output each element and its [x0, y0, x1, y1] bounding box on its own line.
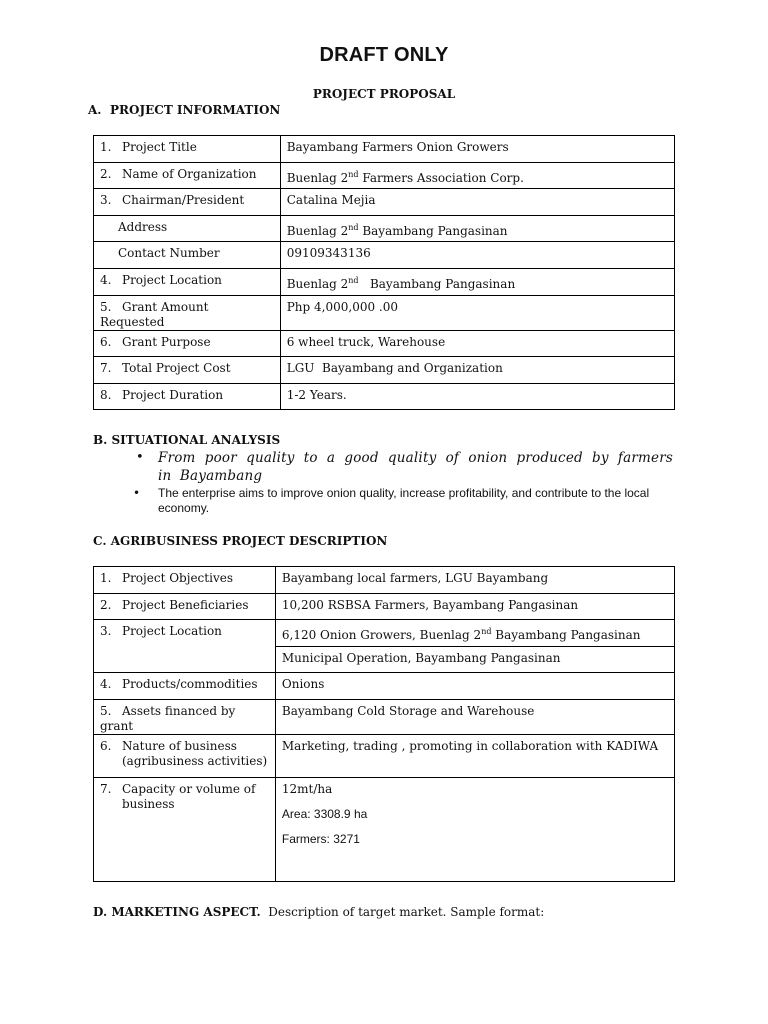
- agribusiness-description-table: [93, 566, 675, 882]
- row-value: Bayambang Farmers Onion Growers: [280, 136, 674, 163]
- section-d-text: Description of target market. Sample format:: [260, 905, 545, 919]
- section-b-heading: B. SITUATIONAL ANALYSIS: [93, 433, 281, 447]
- row-label: 6. Nature of business (agribusiness activities): [94, 735, 276, 778]
- row-label: 6. Grant Purpose: [94, 330, 281, 357]
- row-label: 4. Project Location: [94, 268, 281, 295]
- bullet-icon: •: [136, 450, 144, 465]
- row-value: LGU Bayambang and Organization: [280, 357, 674, 384]
- row-value: 1-2 Years.: [280, 383, 674, 410]
- row-value: 6 wheel truck, Warehouse: [280, 330, 674, 357]
- row-value: Buenlag 2nd Bayambang Pangasinan: [280, 215, 674, 242]
- page-title: PROJECT PROPOSAL: [312, 87, 456, 101]
- table-row: [94, 700, 675, 735]
- table-row: [94, 215, 675, 242]
- section-d-heading: D. MARKETING ASPECT.: [93, 905, 261, 919]
- table-row: [94, 594, 675, 620]
- row-value: 6,120 Onion Growers, Buenlag 2nd Bayambang Pangasinan: [275, 620, 674, 647]
- row-value: Catalina Mejia: [280, 189, 674, 216]
- table-row: [94, 567, 675, 594]
- draft-watermark-title: DRAFT ONLY: [319, 44, 449, 66]
- situation-bullet-1: From poor quality to a good quality of onion produced by farmers in Bayambang: [158, 450, 673, 484]
- row-label: Contact Number: [94, 242, 281, 269]
- table-row: [94, 620, 675, 647]
- row-value: 10,200 RSBSA Farmers, Bayambang Pangasinan: [275, 594, 674, 620]
- table-row: [94, 242, 675, 269]
- row-label: 3. Project Location: [94, 620, 276, 673]
- row-value: 12mt/ha Area: 3308.9 ha Farmers: 3271: [275, 778, 674, 882]
- row-label: 7. Capacity or volume of business: [94, 778, 276, 882]
- section-c-heading: C. AGRIBUSINESS PROJECT DESCRIPTION: [93, 534, 388, 548]
- row-value: Buenlag 2nd Farmers Association Corp.: [280, 162, 674, 189]
- row-value: Marketing, trading , promoting in collaboration with KADIWA: [275, 735, 674, 778]
- row-value: 09109343136: [280, 242, 674, 269]
- row-label: 1. Project Title: [94, 136, 281, 163]
- table-row: [94, 357, 675, 384]
- table-row: [94, 295, 675, 330]
- row-value: Onions: [275, 673, 674, 700]
- table-row: [94, 268, 675, 295]
- row-value: Municipal Operation, Bayambang Pangasinan: [275, 647, 674, 673]
- row-label: 4. Products/commodities: [94, 673, 276, 700]
- table-row: [94, 735, 675, 778]
- row-label: 5. Grant Amount Requested: [94, 295, 281, 330]
- section-a-number: A.: [88, 103, 102, 117]
- table-row: [94, 162, 675, 189]
- situation-bullet-2: The enterprise aims to improve onion quality, increase profitability, and contribute to the local economy.: [158, 486, 650, 515]
- table-row: [94, 778, 675, 882]
- table-row: [94, 383, 675, 410]
- section-d-line: [93, 905, 544, 919]
- project-information-table: [93, 135, 675, 410]
- table-row: [94, 673, 675, 700]
- row-label: Address: [94, 215, 281, 242]
- row-label: 5. Assets financed by grant: [94, 700, 276, 735]
- row-value: Bayambang Cold Storage and Warehouse: [275, 700, 674, 735]
- row-value: Bayambang local farmers, LGU Bayambang: [275, 567, 674, 594]
- table-row: [94, 330, 675, 357]
- row-label: 8. Project Duration: [94, 383, 281, 410]
- row-label: 2. Name of Organization: [94, 162, 281, 189]
- row-value: Buenlag 2nd Bayambang Pangasinan: [280, 268, 674, 295]
- row-label: 2. Project Beneficiaries: [94, 594, 276, 620]
- row-label: 1. Project Objectives: [94, 567, 276, 594]
- table-row: [94, 189, 675, 216]
- section-a-title: PROJECT INFORMATION: [110, 103, 281, 117]
- row-label: 3. Chairman/President: [94, 189, 281, 216]
- row-label: 7. Total Project Cost: [94, 357, 281, 384]
- bullet-icon: •: [133, 486, 141, 500]
- section-a-heading: [88, 103, 280, 117]
- table-row: [94, 136, 675, 163]
- row-value: Php 4,000,000 .00: [280, 295, 674, 330]
